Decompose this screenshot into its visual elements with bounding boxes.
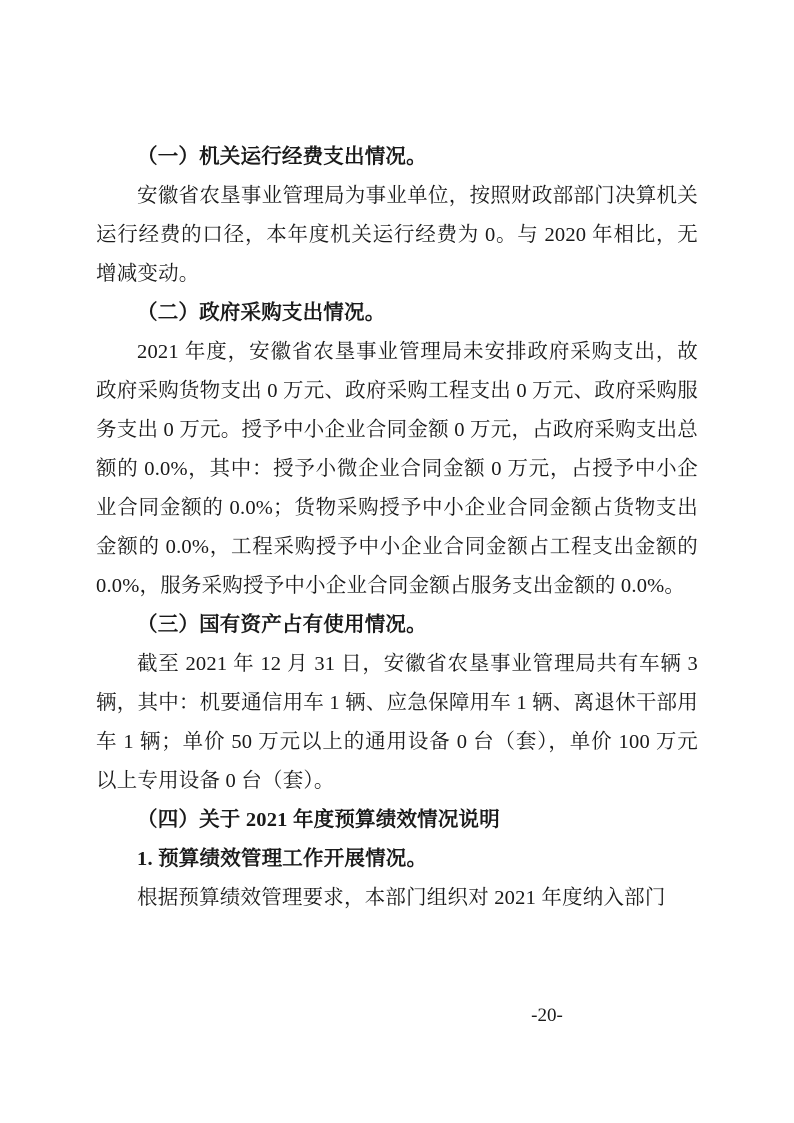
subsection-heading-1: 1. 预算绩效管理工作开展情况。	[137, 848, 428, 870]
page-number	[0, 1005, 794, 1027]
paragraph-performance-management: 根据预算绩效管理要求，本部门组织对 2021 年度纳入部门	[137, 887, 666, 909]
section-heading-4: （四）关于 2021 年度预算绩效情况说明	[137, 809, 500, 831]
section-heading-3: （三）国有资产占有使用情况。	[137, 614, 427, 636]
document-body	[96, 138, 698, 918]
paragraph-operating-expenses: 安徽省农垦事业管理局为事业单位，按照财政部部门决算机关运行经费的口径，本年度机关运行经费为 0。与 2020 年相比，无增减变动。	[96, 185, 698, 285]
section-heading-2: （二）政府采购支出情况。	[137, 302, 386, 324]
page-number-label: -20-	[531, 1005, 563, 1026]
paragraph-state-owned-assets: 截至 2021 年 12 月 31 日，安徽省农垦事业管理局共有车辆 3 辆，其中：机要通信用车 1 辆、应急保障用车 1 辆、离退休干部用车 1 辆；单价 50 万元以上的通用设备 0 台（套），单价 100 万元以上专用设备 0 台（套）。	[96, 653, 698, 792]
section-heading-1: （一）机关运行经费支出情况。	[137, 146, 427, 168]
paragraph-government-procurement: 2021 年度，安徽省农垦事业管理局未安排政府采购支出，故政府采购货物支出 0 万元、政府采购工程支出 0 万元、政府采购服务支出 0 万元。授予中小企业合同金额 0 万元，占政府采购支出总额的 0.0%，其中：授予小微企业合同金额 0 万元，占授予中小企业合同金额的 0.0%；货物采购授予中小企业合同金额占货物支出金额的 0.0%，工程采购授予中小企业合同金额占工程支出金额的 0.0%，服务采购授予中小企业合同金额占服务支出金额的 0.0%。	[96, 341, 698, 597]
